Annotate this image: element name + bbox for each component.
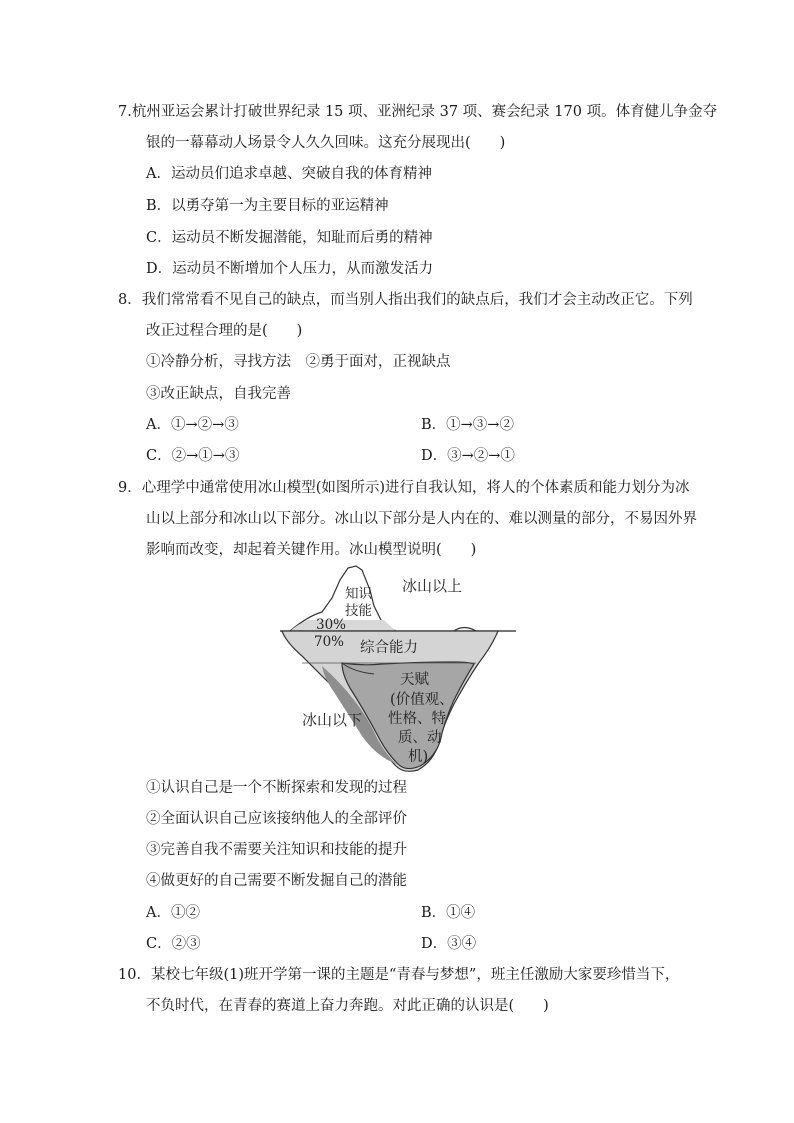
- percent-top: 30%: [316, 617, 347, 633]
- q9-stem-line2: 山以上部分和冰山以下部分。冰山以下部分是人内在的、难以测量的部分，不易因外界: [146, 511, 697, 527]
- q8-option-b: B．①→③→②: [421, 417, 514, 433]
- deep-label-2: (价值观、: [390, 692, 454, 708]
- middle-label: 综合能力: [360, 640, 418, 656]
- q8-item-1: ①冷静分析，寻找方法 ②勇于面对，正视缺点: [146, 354, 451, 370]
- q7-option-b: B．以勇夺第一为主要目标的亚运精神: [146, 198, 389, 214]
- q8-option-c: C．②→①→③: [146, 448, 240, 464]
- percent-bottom: 70%: [314, 634, 345, 650]
- q9-option-c: C．②③: [146, 936, 201, 952]
- q9-stem-line3: 影响而改变，却起着关键作用。冰山模型说明( ): [146, 542, 477, 558]
- deep-label-1: 天赋: [400, 672, 429, 688]
- tip-label-knowledge: 知识: [345, 586, 372, 602]
- q9-option-a: A．①②: [146, 905, 200, 921]
- q9-item-4: ④做更好的自己需要不断发掘自己的潜能: [146, 873, 407, 889]
- q9-option-b: B．①④: [421, 905, 476, 921]
- q8-stem-line1: 8．我们常常看不见自己的缺点，而当别人指出我们的缺点后，我们才会主动改正它。下列: [118, 292, 693, 308]
- q10-stem-line1: 10．某校七年级(1)班开学第一课的主题是“青春与梦想”，班主任激励大家要珍惜当下，: [118, 967, 680, 983]
- q8-stem-line2: 改正过程合理的是( ): [146, 323, 303, 339]
- q9-option-d: D．③④: [421, 936, 477, 952]
- q7-option-a: A．运动员们追求卓越、突破自我的体育精神: [146, 166, 432, 182]
- q9-item-2: ②全面认识自己应该接纳他人的全部评价: [146, 811, 407, 827]
- q8-option-d: D．③→②→①: [421, 448, 515, 464]
- q7-option-d: D．运动员不断增加个人压力，从而激发活力: [146, 261, 434, 277]
- q7-stem-line2: 银的一幕幕动人场景令人久久回味。这充分展现出( ): [146, 135, 506, 151]
- label-above-water: 冰山以上: [402, 577, 463, 595]
- q9-stem-line1: 9．心理学中通常使用冰山模型(如图所示)进行自我认知，将人的个体素质和能力划分为冰: [118, 480, 690, 496]
- deep-label-4: 质、动: [398, 730, 442, 746]
- deep-label-3: 性格、特: [388, 711, 446, 727]
- label-below-water: 冰山以下: [302, 711, 363, 729]
- q9-item-3: ③完善自我不需要关注知识和技能的提升: [146, 842, 407, 858]
- q7-option-c: C．运动员不断发掘潜能，知耻而后勇的精神: [146, 230, 433, 246]
- q8-item-2: ③改正缺点，自我完善: [146, 386, 291, 402]
- q8-option-a: A．①→②→③: [146, 417, 239, 433]
- iceberg-model-figure: [278, 560, 518, 776]
- q7-stem-line1: 7.杭州亚运会累计打破世界纪录 15 项、亚洲纪录 37 项、赛会纪录 170 项。体育健儿争金夺: [118, 104, 718, 120]
- tip-label-skills: 技能: [345, 603, 372, 619]
- deep-label-5: 机): [408, 749, 429, 765]
- q10-stem-line2: 不负时代，在青春的赛道上奋力奔跑。对此正确的认识是( ): [146, 998, 549, 1014]
- q9-item-1: ①认识自己是一个不断探索和发现的过程: [146, 780, 407, 796]
